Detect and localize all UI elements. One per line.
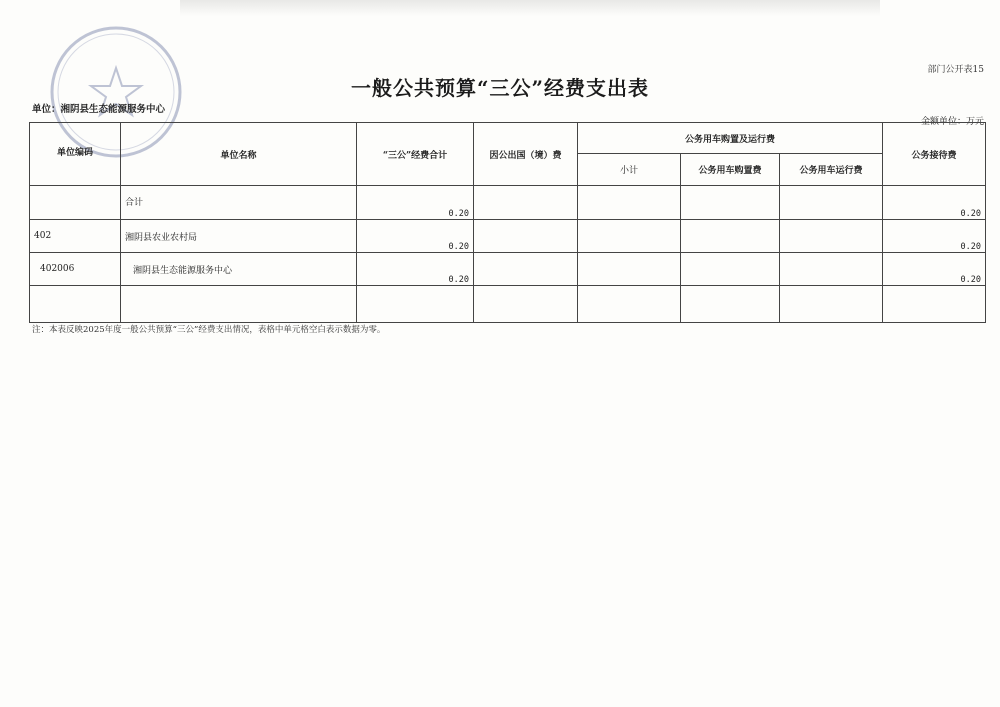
header-subtotal: 小计 [578, 154, 681, 186]
table-note: 注：本表反映2025年度一般公共预算“三公”经费支出情况，表格中单元格空白表示数据为零。 [32, 325, 386, 335]
cell-three-total: 0.20 [357, 220, 474, 253]
scan-shadow [180, 0, 880, 16]
header-abroad: 因公出国（境）费 [474, 123, 578, 186]
cell-name: 湘阴县农业农村局 [121, 220, 357, 253]
cell-name: 湘阴县生态能源服务中心 [121, 253, 357, 286]
cell-code: 402 [30, 220, 121, 253]
cell-code: 402006 [30, 253, 121, 286]
cell-abroad [474, 220, 578, 253]
cell-subtotal [578, 220, 681, 253]
header-vehicle-operation: 公务用车运行费 [780, 154, 883, 186]
cell-reception: 0.20 [883, 186, 986, 220]
cell-purchase [681, 286, 780, 323]
header-vehicle-purchase: 公务用车购置费 [681, 154, 780, 186]
cell-operation [780, 186, 883, 220]
table-row [30, 220, 986, 253]
money-unit: 金额单位：万元 [920, 117, 984, 127]
cell-three-total: 0.20 [357, 253, 474, 286]
cell-operation [780, 286, 883, 323]
cell-purchase [681, 186, 780, 220]
cell-operation [780, 220, 883, 253]
unit-line: 单位：湘阴县生态能源服务中心 [32, 104, 166, 115]
header-unit-code: 单位编码 [30, 123, 121, 186]
cell-name: 合计 [121, 186, 357, 220]
page-title: 一般公共预算“三公”经费支出表 [350, 76, 649, 100]
header-reception: 公务接待费 [883, 123, 986, 186]
cell-abroad [474, 186, 578, 220]
cell-reception: 0.20 [883, 253, 986, 286]
cell-purchase [681, 253, 780, 286]
cell-subtotal [578, 286, 681, 323]
cell-code [30, 186, 121, 220]
cell-subtotal [578, 186, 681, 220]
header-vehicle-group: 公务用车购置及运行费 [578, 123, 883, 154]
cell-purchase [681, 220, 780, 253]
form-number: 部门公开表15 [927, 65, 984, 75]
cell-abroad [474, 286, 578, 323]
cell-operation [780, 253, 883, 286]
table-row [30, 253, 986, 286]
table-row [30, 286, 986, 323]
cell-subtotal [578, 253, 681, 286]
table-row [30, 186, 986, 220]
header-unit-name: 单位名称 [121, 123, 357, 186]
cell-reception [883, 286, 986, 323]
cell-code [30, 286, 121, 323]
cell-three-total [357, 286, 474, 323]
header-three-total: “三公”经费合计 [357, 123, 474, 186]
cell-three-total: 0.20 [357, 186, 474, 220]
cell-name [121, 286, 357, 323]
cell-abroad [474, 253, 578, 286]
cell-reception: 0.20 [883, 220, 986, 253]
expense-table [29, 122, 986, 323]
